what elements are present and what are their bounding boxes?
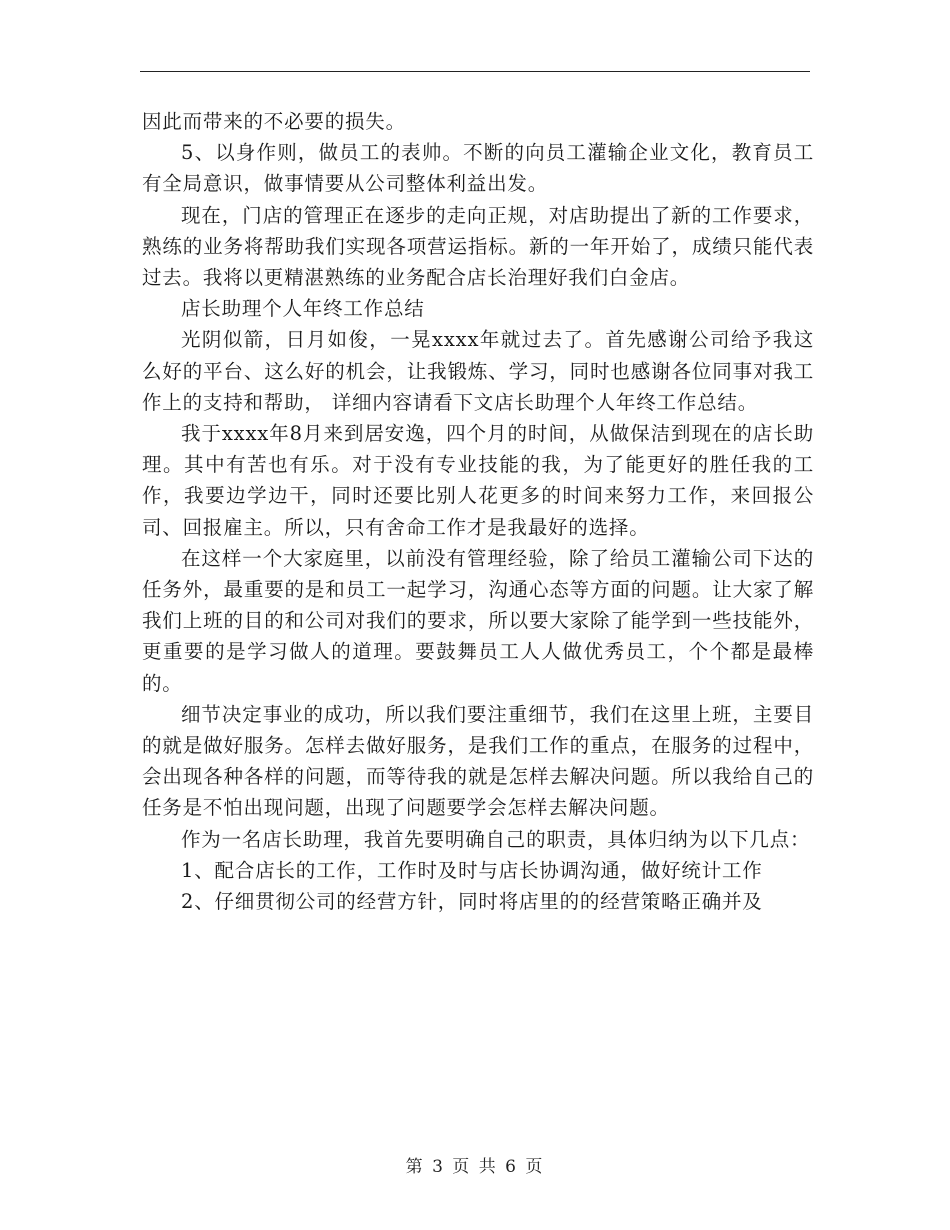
paragraph-2: 5、以身作则，做员工的表帅。不断的向员工灌输企业文化，教育员工有全局意识，做事情要从公司整体利益出发。	[142, 141, 814, 196]
list-item-1: 1、配合店长的工作，工作时及时与店长协调沟通，做好统计工作	[181, 858, 763, 882]
paragraph-8: 细节决定事业的成功，所以我们要注重细节，我们在这里上班，主要目的就是做好服务。怎样去做好服务，是我们工作的重点，在服务的过程中，会出现各种各样的问题，而等待我的就是怎样去解决问题。所以我给自己的任务是不怕出现问题，出现了问题要学会怎样去解决问题。	[142, 702, 814, 820]
section-title: 店长助理个人年终工作总结	[181, 297, 425, 321]
paragraph-1: 因此而带来的不必要的损失。	[142, 110, 406, 133]
paragraph-7: 在这样一个大家庭里，以前没有管理经验，除了给员工灌输公司下达的任务外，最重要的是和员工一起学习，沟通心态等方面的问题。让大家了解我们上班的目的和公司对我们的要求，所以要大家除了能学到一些技能外，更重要的是学习做人的道理。要鼓舞员工人人做优秀员工，个个都是最棒的。	[142, 546, 814, 695]
header-rule	[140, 71, 810, 72]
document-body	[142, 106, 814, 917]
paragraph-9: 作为一名店长助理，我首先要明确自己的职责，具体归纳为以下几点：	[181, 827, 811, 851]
paragraph-3: 现在，门店的管理正在逐步的走向正规，对店助提出了新的工作要求，熟练的业务将帮助我们实现各项营运指标。新的一年开始了，成绩只能代表过去。我将以更精湛熟练的业务配合店长治理好我们白金店。	[142, 203, 814, 290]
paragraph-5: 光阴似箭，日月如俊，一晃xxxx年就过去了。首先感谢公司给予我这么好的平台、这么好的机会，让我锻炼、学习，同时也感谢各位同事对我工作上的支持和帮助， 详细内容请看下文店长助理个人年终工作总结。	[142, 328, 814, 414]
list-item-2: 2、仔细贯彻公司的经营方针，同时将店里的的经营策略正确并及	[181, 890, 763, 914]
page-footer: 第 3 页 共 6 页	[405, 1157, 545, 1177]
paragraph-6: 我于xxxx年8月来到居安逸，四个月的时间，从做保洁到现在的店长助理。其中有苦也有乐。对于没有专业技能的我，为了能更好的胜任我的工作，我要边学边干，同时还要比别人花更多的时间来努力工作，来回报公司、回报雇主。所以，只有舍命工作才是我最好的选择。	[142, 422, 814, 539]
